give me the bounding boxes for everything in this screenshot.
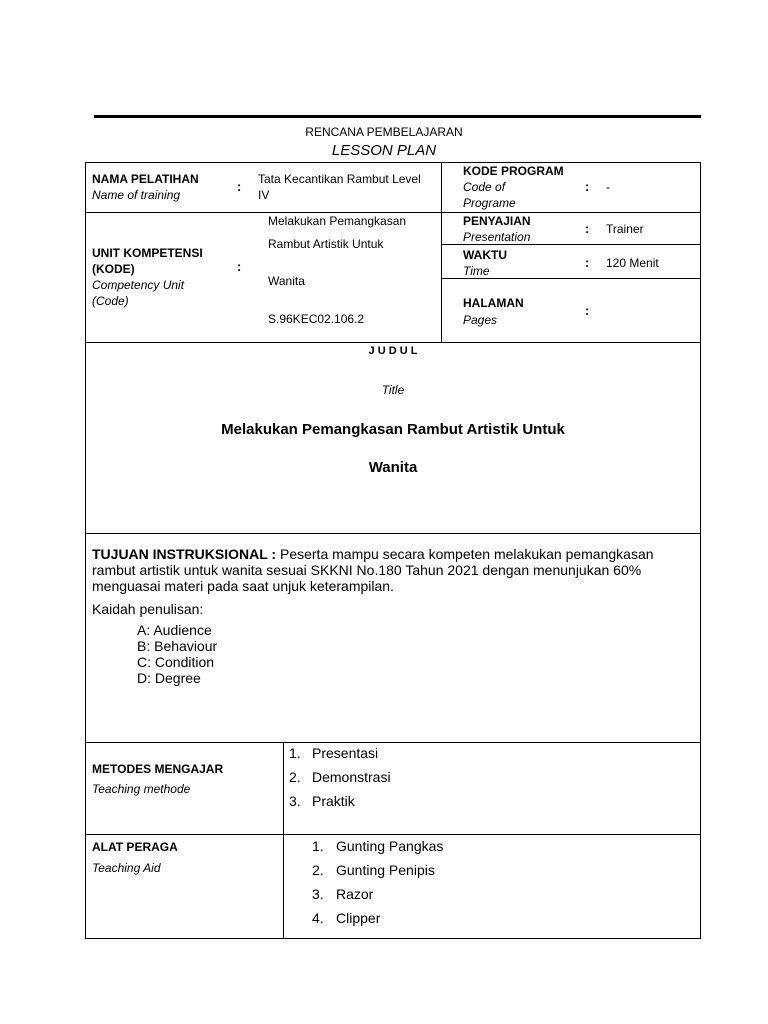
tujuan-divider <box>85 742 701 743</box>
metodes-list <box>289 745 391 817</box>
lesson-title-line2: Wanita <box>368 459 418 476</box>
alat-sub: Teaching Aid <box>92 861 161 875</box>
tujuan-text-line1: Peserta mampu secara kompeten melakukan pemangkasan <box>279 546 654 562</box>
unit-kompetensi-colon: : <box>237 259 242 274</box>
unit-kompetensi-value-line2: Rambut Artistik Untuk <box>268 237 384 251</box>
nama-pelatihan-label: NAMA PELATIHAN <box>92 172 199 186</box>
kode-program-colon: : <box>585 179 590 194</box>
kode-program-sub-line1: Code of <box>463 180 506 194</box>
metodes-label: METODES MENGAJAR <box>92 762 224 776</box>
tujuan-text-line3: menguasai materi pada saat unjuk keterampilan. <box>92 578 394 594</box>
kaidah-item: D: Degree <box>137 670 201 686</box>
alat-item: 3. Razor <box>312 886 374 902</box>
document-title: RENCANA PEMBELAJARAN <box>305 125 463 139</box>
judul-label: J U D U L <box>368 345 418 357</box>
kode-program-value: - <box>606 180 610 194</box>
kode-program-sub-line2: Programe <box>463 196 516 210</box>
alat-label: ALAT PERAGA <box>92 840 178 854</box>
tujuan-label: TUJUAN INSTRUKSIONAL <box>92 546 268 562</box>
penyajian-value: Trainer <box>606 222 644 236</box>
halaman-sub: Pages <box>463 313 498 327</box>
unit-kompetensi-code: S.96KEC02.106.2 <box>268 312 365 326</box>
table-border-bottom <box>85 938 701 939</box>
kaidah-item: A: Audience <box>137 622 212 638</box>
top-rule <box>94 115 701 118</box>
nama-pelatihan-sub: Name of training <box>92 188 181 202</box>
alat-item: 4. Clipper <box>312 910 381 926</box>
waktu-label: WAKTU <box>463 248 507 262</box>
metodes-divider <box>85 834 701 835</box>
metodes-item: 3. Praktik <box>289 793 355 809</box>
kaidah-item: B: Behaviour <box>137 638 218 654</box>
alat-item: 2. Gunting Penipis <box>312 862 435 878</box>
lesson-title-line1: Melakukan Pemangkasan Rambut Artistik Untuk <box>221 421 565 438</box>
halaman-colon: : <box>585 303 590 318</box>
kaidah-label: Kaidah penulisan: <box>92 601 204 617</box>
unit-kompetensi-value-line3: Wanita <box>268 274 305 288</box>
info-divider-bottom <box>85 342 701 343</box>
unit-kompetensi-label-line2: (KODE) <box>92 262 135 276</box>
tujuan-colon: : <box>267 546 280 562</box>
nama-pelatihan-colon: : <box>237 179 242 194</box>
waktu-sub: Time <box>463 264 490 278</box>
tujuan-text-line2: rambut artistik untuk wanita sesuai SKKNI No.180 Tahun 2021 dengan menunjukan 60% <box>92 562 642 578</box>
metodes-item: 2. Demonstrasi <box>289 769 391 785</box>
metodes-item: 1. Presentasi <box>289 745 379 761</box>
waktu-value: 120 Menit <box>606 256 659 270</box>
judul-sub: Title <box>381 383 405 397</box>
unit-kompetensi-sub-line1: Competency Unit <box>92 278 185 292</box>
tujuan-paragraph <box>92 546 696 594</box>
table-border-top <box>85 162 701 163</box>
info-divider-vertical <box>441 162 442 343</box>
kode-program-label: KODE PROGRAM <box>463 164 564 178</box>
alat-item: 1. Gunting Pangkas <box>312 838 444 854</box>
halaman-label: HALAMAN <box>463 296 524 310</box>
waktu-colon: : <box>585 255 590 270</box>
judul-divider <box>85 533 701 534</box>
document-subtitle: LESSON PLAN <box>331 142 437 159</box>
unit-kompetensi-sub-line2: (Code) <box>92 294 129 308</box>
penyajian-colon: : <box>585 221 590 236</box>
penyajian-label: PENYAJIAN <box>463 214 531 228</box>
nama-pelatihan-value-line2: IV <box>258 188 270 202</box>
unit-kompetensi-label-line1: UNIT KOMPETENSI <box>92 246 203 260</box>
alat-list <box>312 838 443 934</box>
bottom-column-divider <box>283 742 284 939</box>
metodes-sub: Teaching methode <box>92 782 191 796</box>
unit-kompetensi-value-line1: Melakukan Pemangkasan <box>268 214 407 228</box>
nama-pelatihan-value-line1: Tata Kecantikan Rambut Level <box>258 172 421 186</box>
table-border-left <box>85 162 86 939</box>
penyajian-sub: Presentation <box>463 230 531 244</box>
kaidah-list <box>137 622 217 686</box>
kaidah-item: C: Condition <box>137 654 215 670</box>
